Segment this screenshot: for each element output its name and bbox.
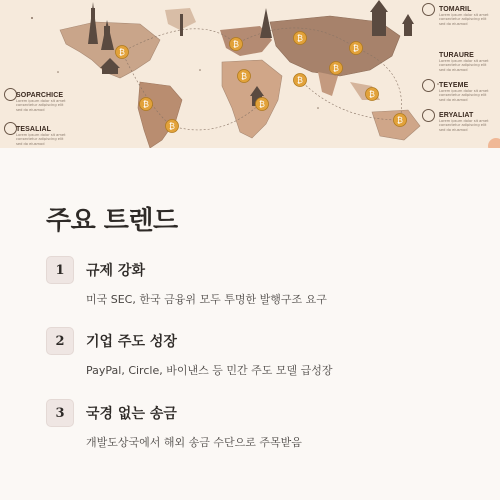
- legend-description: Lorem ipsum dolor sit amet consectetur adipiscing elit sed do eiusmod: [16, 133, 66, 146]
- bitcoin-coin-icon: [116, 46, 129, 59]
- trend-number-badge: 1: [46, 256, 74, 284]
- landmark-icon: [422, 109, 435, 122]
- legend-description: Lorem ipsum dolor sit amet consectetur adipiscing elit sed do eiusmod: [439, 89, 489, 102]
- legend-title: TOMARIL: [439, 6, 472, 13]
- legend-title: TEYEME: [439, 82, 469, 89]
- trend-item: [46, 327, 466, 377]
- legend-title: TURAURE: [439, 52, 474, 59]
- svg-text:₿: ₿: [297, 76, 303, 85]
- bitcoin-coin-icon: [140, 98, 153, 111]
- bitcoin-coin-icon: [166, 120, 179, 133]
- svg-text:₿: ₿: [297, 34, 303, 43]
- bitcoin-coin-icon: [294, 32, 307, 45]
- bitcoin-coin-icon: [256, 98, 269, 111]
- bitcoin-coin-icon: [330, 62, 343, 75]
- svg-text:₿: ₿: [369, 90, 375, 99]
- svg-text:₿: ₿: [241, 72, 247, 81]
- legend-title: TESALIAL: [16, 126, 52, 133]
- world-map-graphic: [0, 0, 500, 148]
- landmark-icon: [422, 3, 435, 16]
- legend-description: Lorem ipsum dolor sit amet consectetur adipiscing elit sed do eiusmod: [439, 119, 489, 132]
- svg-text:₿: ₿: [333, 64, 339, 73]
- trend-description: 미국 SEC, 한국 금융위 모두 투명한 발행구조 요구: [86, 293, 327, 306]
- trend-item: [46, 256, 466, 306]
- legend-description: Lorem ipsum dolor sit amet consectetur adipiscing elit sed do eiusmod: [16, 99, 66, 112]
- trend-number-badge: 3: [46, 399, 74, 427]
- legend-title: SOPARCHICE: [16, 92, 64, 99]
- section-title: 주요 트렌드: [46, 206, 178, 236]
- landmark-icon: [422, 79, 435, 92]
- legend-title: ERYALIAT: [439, 112, 474, 119]
- hero-world-map-illustration: [0, 0, 500, 148]
- bitcoin-coin-icon: [394, 114, 407, 127]
- bitcoin-coin-icon: [294, 74, 307, 87]
- svg-text:₿: ₿: [169, 122, 175, 131]
- legend-description: Lorem ipsum dolor sit amet consectetur adipiscing elit sed do eiusmod: [439, 59, 489, 72]
- legend-description: Lorem ipsum dolor sit amet consectetur adipiscing elit sed do eiusmod: [439, 13, 489, 26]
- svg-text:₿: ₿: [353, 44, 359, 53]
- trend-number-badge: 2: [46, 327, 74, 355]
- trend-description: PayPal, Circle, 바이낸스 등 민간 주도 모델 급성장: [86, 364, 333, 377]
- svg-text:₿: ₿: [259, 100, 265, 109]
- trend-description: 개발도상국에서 해외 송금 수단으로 주목받음: [86, 436, 302, 449]
- trend-item: [46, 399, 466, 449]
- trend-title: 기업 주도 성장: [86, 334, 177, 350]
- bitcoin-coin-icon: [366, 88, 379, 101]
- bitcoin-coin-icon: [238, 70, 251, 83]
- trend-title: 규제 강화: [86, 263, 145, 279]
- svg-text:₿: ₿: [119, 48, 125, 57]
- svg-text:₿: ₿: [233, 40, 239, 49]
- bitcoin-coin-icon: [230, 38, 243, 51]
- bitcoin-coin-icon: [350, 42, 363, 55]
- trend-title: 국경 없는 송금: [86, 406, 177, 422]
- svg-text:₿: ₿: [143, 100, 149, 109]
- svg-text:₿: ₿: [397, 116, 403, 125]
